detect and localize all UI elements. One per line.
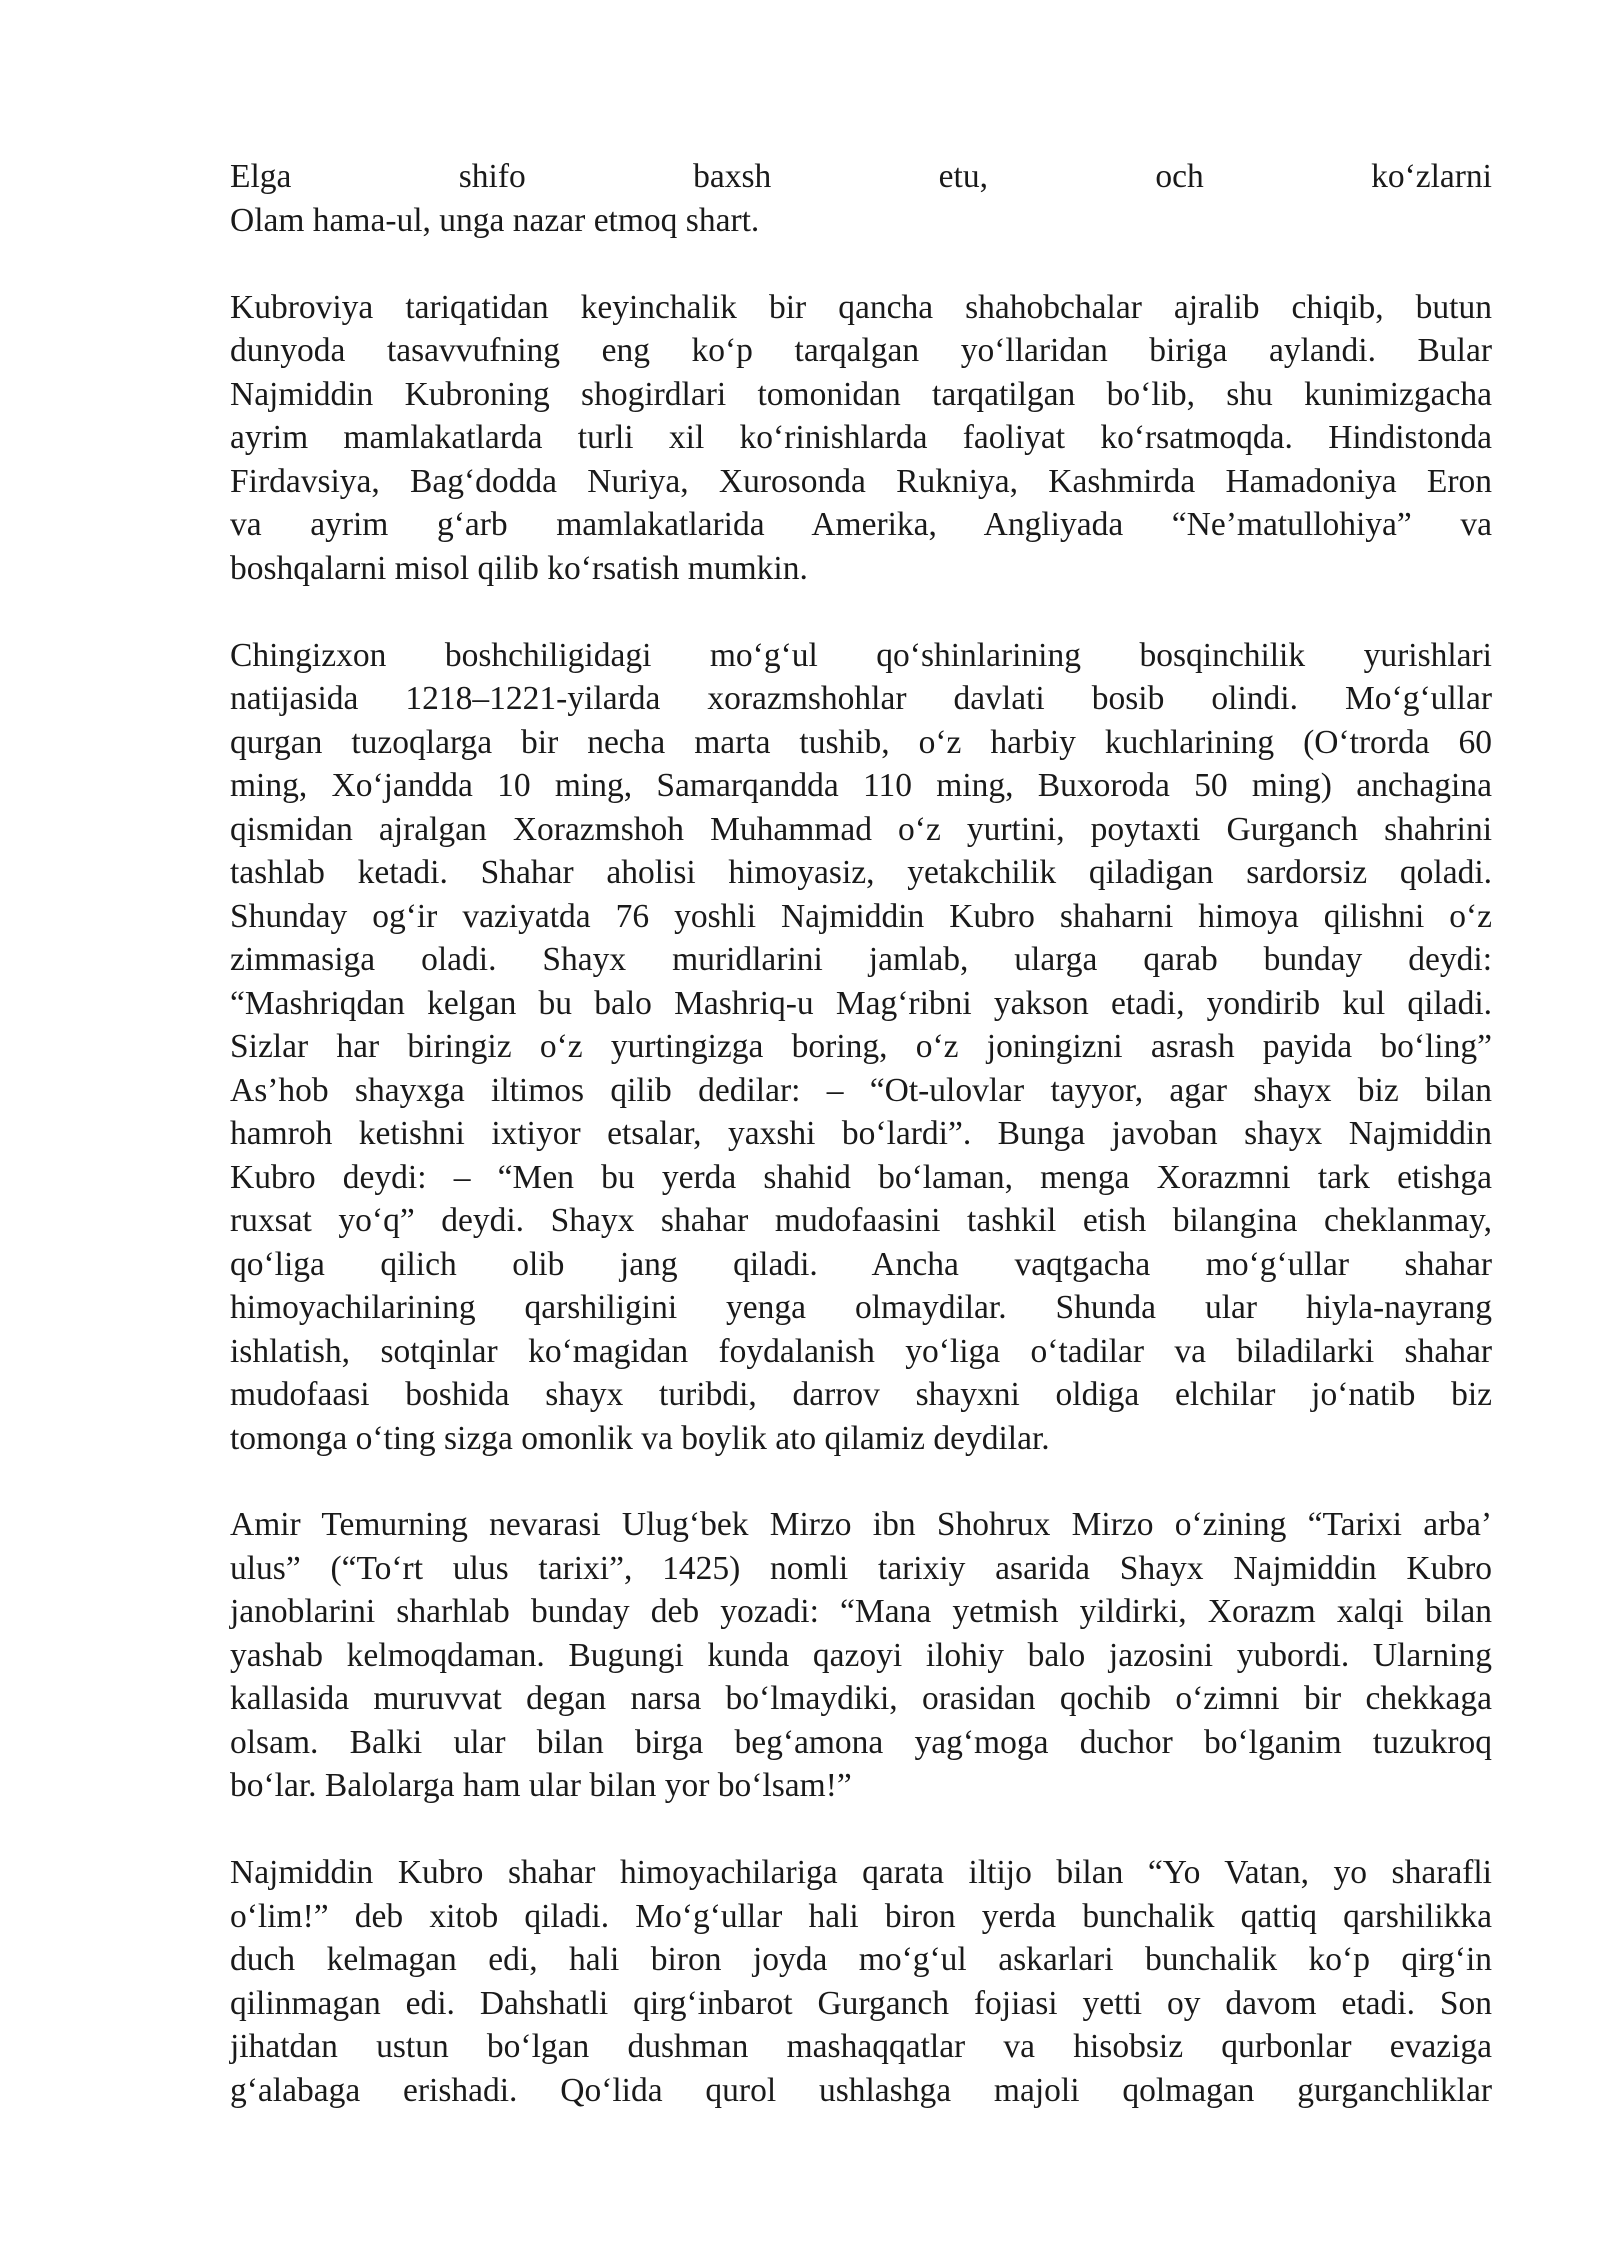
text-line: “Mashriqdan kelgan bu balo Mashriq-u Mag‘ribni yakson etadi, yondirib kul qiladi. [230, 985, 1492, 1022]
text-line: Firdavsiya, Bag‘dodda Nuriya, Xurosonda Rukniya, Kashmirda Hamadoniya Eron [230, 463, 1492, 500]
text-line: olsam. Balki ular bilan birga beg‘amona yag‘moga duchor bo‘lganim tuzukroq [230, 1724, 1492, 1761]
text-line: dunyoda tasavvufning eng ko‘p tarqalgan yo‘llaridan biriga aylandi. Bular [230, 332, 1492, 369]
text-line: g‘alabaga erishadi. Qo‘lida qurol ushlashga majoli qolmagan gurganchliklar [230, 2072, 1492, 2109]
text-line: ulus” (“To‘rt ulus tarixi”, 1425) nomli tarixiy asarida Shayx Najmiddin Kubro [230, 1550, 1492, 1587]
text-line: Kubro deydi: – “Men bu yerda shahid bo‘laman, menga Xorazmni tark etishga [230, 1159, 1492, 1196]
text-line: Shunday og‘ir vaziyatda 76 yoshli Najmiddin Kubro shaharni himoya qilishni o‘z [230, 898, 1492, 935]
text-line: hamroh ketishni ixtiyor etsalar, yaxshi bo‘lardi”. Bunga javoban shayx Najmiddin [230, 1115, 1492, 1152]
text-line: kallasida muruvvat degan narsa bo‘lmaydiki, orasidan qochib o‘zimni bir chekkaga [230, 1680, 1492, 1717]
text-line: himoyachilarining qarshiligini yenga olmaydilar. Shunda ular hiyla-nayrang [230, 1289, 1492, 1326]
text-line: Najmiddin Kubro shahar himoyachilariga qarata iltijo bilan “Yo Vatan, yo sharafli [230, 1854, 1492, 1891]
text-line: tomonga o‘ting sizga omonlik va boylik ato qilamiz deydilar. [230, 1420, 1050, 1457]
text-line: jihatdan ustun bo‘lgan dushman mashaqqatlar va hisobsiz qurbonlar evaziga [230, 2028, 1492, 2065]
text-line: mudofaasi boshida shayx turibdi, darrov shayxni oldiga elchilar jo‘natib biz [230, 1376, 1492, 1413]
text-line: bo‘lar. Balolarga ham ular bilan yor bo‘lsam!” [230, 1767, 852, 1804]
text-line: Najmiddin Kubroning shogirdlari tomonidan tarqatilgan bo‘lib, shu kunimizgacha [230, 376, 1492, 413]
text-line: duch kelmagan edi, hali biron joyda mo‘g‘ul askarlari bunchalik ko‘p qirg‘in [230, 1941, 1492, 1978]
text-line: janoblarini sharhlab bunday deb yozadi: “Mana yetmish yildirki, Xorazm xalqi bilan [230, 1593, 1492, 1630]
text-line: Chingizxon boshchiligidagi mo‘g‘ul qo‘shinlarining bosqinchilik yurishlari [230, 637, 1492, 674]
text-line: Sizlar har biringiz o‘z yurtingizga boring, o‘z joningizni asrash payida bo‘ling” [230, 1028, 1492, 1065]
text-line: ishlatish, sotqinlar ko‘magidan foydalanish yo‘liga o‘tadilar va biladilarki shahar [230, 1333, 1492, 1370]
text-line: o‘lim!” deb xitob qiladi. Mo‘g‘ullar hali biron yerda bunchalik qattiq qarshilikka [230, 1898, 1492, 1935]
text-line: tashlab ketadi. Shahar aholisi himoyasiz, yetakchilik qiladigan sardorsiz qoladi. [230, 854, 1492, 891]
text-line: Amir Temurning nevarasi Ulug‘bek Mirzo ibn Shohrux Mirzo o‘zining “Tarixi arba’ [230, 1506, 1492, 1543]
text-line: va ayrim g‘arb mamlakatlarida Amerika, Angliyada “Ne’matullohiya” va [230, 506, 1492, 543]
text-line: qismidan ajralgan Xorazmshoh Muhammad o‘z yurtini, poytaxti Gurganch shahrini [230, 811, 1492, 848]
text-line: As’hob shayxga iltimos qilib dedilar: – “Ot-ulovlar tayyor, agar shayx biz bilan [230, 1072, 1492, 1109]
text-line: yashab kelmoqdaman. Bugungi kunda qazoyi ilohiy balo jazosini yubordi. Ularning [230, 1637, 1492, 1674]
text-line: Kubroviya tariqatidan keyinchalik bir qancha shahobchalar ajralib chiqib, butun [230, 289, 1492, 326]
text-line: qurgan tuzoqlarga bir necha marta tushib, o‘z harbiy kuchlarining (O‘trorda 60 [230, 724, 1492, 761]
text-line: Elga shifo baxsh etu, och ko‘zlarni [230, 158, 1492, 195]
text-line: zimmasiga oladi. Shayx muridlarini jamlab, ularga qarab bunday deydi: [230, 941, 1492, 978]
text-line: qo‘liga qilich olib jang qiladi. Ancha vaqtgacha mo‘g‘ullar shahar [230, 1246, 1492, 1283]
text-line: boshqalarni misol qilib ko‘rsatish mumkin. [230, 550, 808, 587]
text-line: ming, Xo‘jandda 10 ming, Samarqandda 110 ming, Buxoroda 50 ming) anchagina [230, 767, 1492, 804]
text-line: Olam hama-ul, unga nazar etmoq shart. [230, 202, 760, 239]
text-line: qilinmagan edi. Dahshatli qirg‘inbarot Gurganch fojiasi yetti oy davom etadi. Son [230, 1985, 1492, 2022]
text-line: natijasida 1218–1221-yilarda xorazmshohlar davlati bosib olindi. Mo‘g‘ullar [230, 680, 1492, 717]
text-line: ruxsat yo‘q” deydi. Shayx shahar mudofaasini tashkil etish bilangina cheklanmay, [230, 1202, 1492, 1239]
text-line: ayrim mamlakatlarda turli xil ko‘rinishlarda faoliyat ko‘rsatmoqda. Hindistonda [230, 419, 1492, 456]
